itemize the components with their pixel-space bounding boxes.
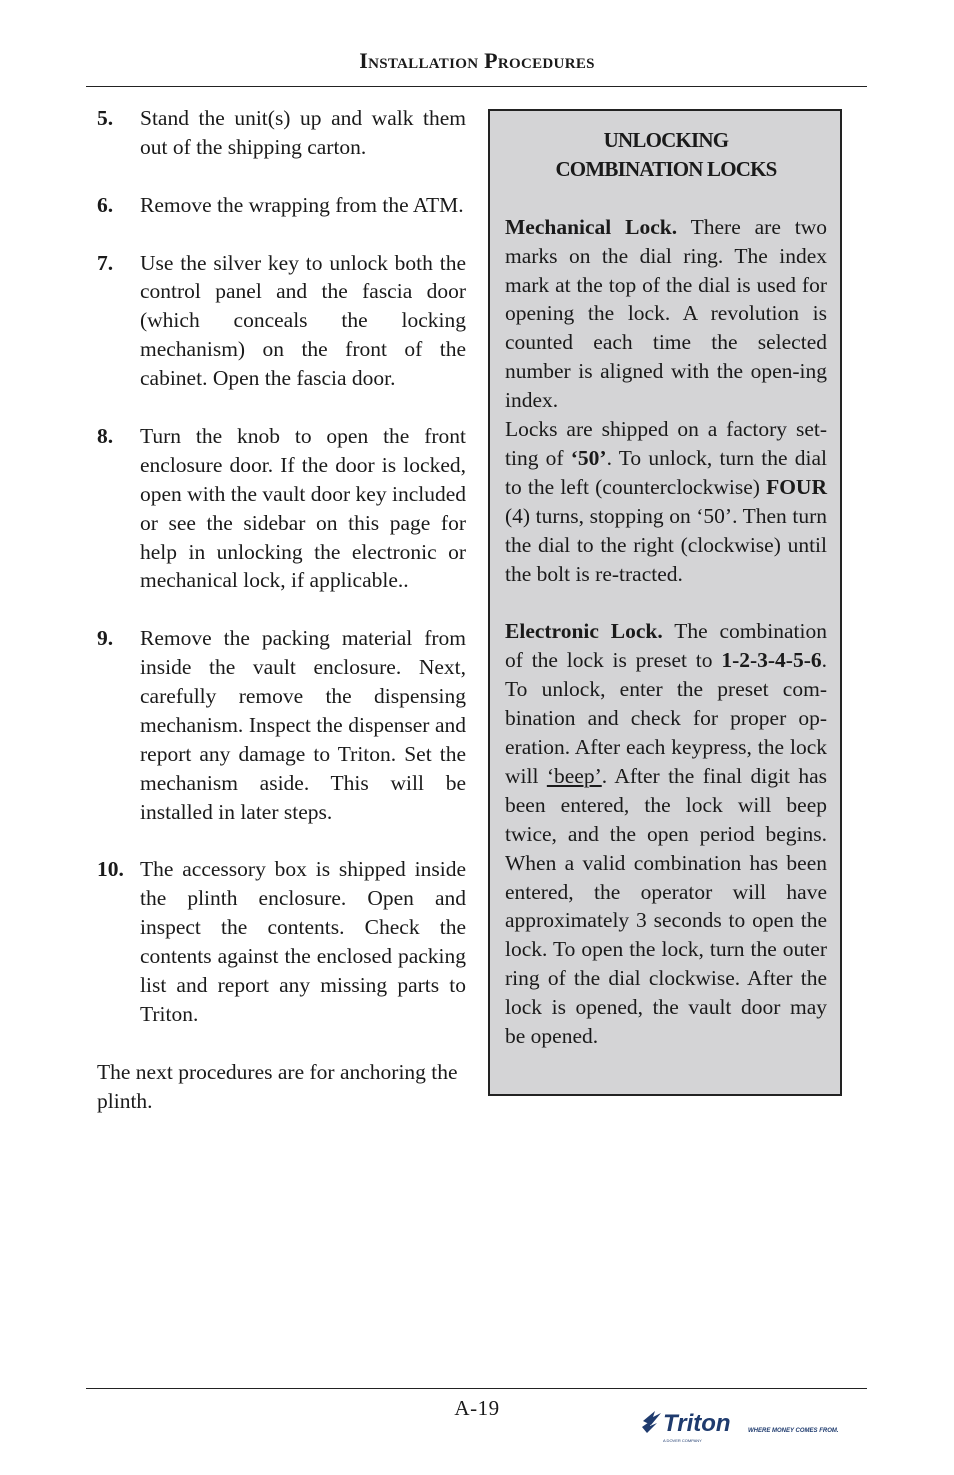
electronic-lock-label: Electronic Lock.	[505, 619, 663, 644]
factory-setting-text-1: Locks are shipped on a factory set-ting of	[505, 417, 827, 470]
step-number: 8.	[97, 423, 114, 448]
step-number: 10.	[97, 857, 124, 882]
factory-setting-four: FOUR	[766, 474, 827, 499]
unlocking-sidebar	[488, 109, 842, 1096]
factory-setting-code: ‘50’	[570, 445, 607, 470]
logo-wordmark: Triton	[663, 1410, 731, 1437]
sidebar-title-line2: COMBINATION LOCKS	[555, 156, 777, 181]
step-number: 6.	[97, 192, 114, 217]
step-number: 5.	[97, 106, 114, 130]
step-text: Remove the packing material from inside the vault enclosure. Next, carefully remove the dispensing mechanism. Inspect the dispenser and report any damage to Triton. Set the mechanism aside. This will be installed in later steps.	[140, 626, 466, 824]
step-10	[97, 855, 466, 1028]
triton-logo	[641, 1407, 846, 1447]
electronic-lock-paragraph	[505, 617, 827, 1051]
triton-logo-graphic	[641, 1407, 846, 1447]
factory-setting-paragraph	[505, 415, 827, 588]
header-rule	[86, 86, 867, 87]
step-text: The accessory box is shipped inside the plinth enclosure. Open and inspect the contents. Check the contents against the enclosed packing list and report any missing parts to Triton.	[140, 857, 466, 1027]
logo-tagline: WHERE MONEY COMES FROM.	[748, 1428, 839, 1434]
electronic-lock-text-3: . After the final digit has been entered, the lock will beep twice, and the open period begins. When a valid combination has been entered, the operator will have approximately 3 seconds to open the lock. To open the lock, turn the outer ring of the dial clockwise. After the lock is opened, the vault door may be opened.	[505, 763, 827, 1049]
mechanical-lock-paragraph	[505, 213, 827, 415]
mechanical-lock-text: There are two marks on the dial ring. The index mark at the top of the dial is used for opening the lock. A revolution is counted each time the selected number is aligned with the open-ing index.	[505, 214, 827, 413]
step-text: Use the silver key to unlock both the control panel and the fascia door (which conceals the locking mechanism) on the front of the cabinet. Open the fascia door.	[140, 250, 466, 391]
step-text: Stand the unit(s) up and walk them out of the shipping carton.	[140, 106, 466, 159]
electronic-lock-text-1: The combination of the lock is preset to	[505, 619, 827, 673]
step-5	[97, 104, 466, 162]
mechanical-lock-label: Mechanical Lock.	[505, 214, 678, 239]
step-text: Remove the wrapping from the ATM.	[140, 192, 464, 217]
logo-swoosh-icon	[642, 1420, 657, 1433]
step-7	[97, 249, 466, 394]
procedure-steps	[97, 104, 466, 1116]
electronic-lock-beep: ‘beep’	[546, 763, 602, 788]
logo-swoosh-icon	[643, 1411, 661, 1425]
step-number: 7.	[97, 250, 114, 275]
step-text: Turn the knob to open the front enclosure door. If the door is locked, open with the vault door key included or see the sidebar on this page for help in unlocking the electronic or mechanical lock, if applicable..	[140, 423, 467, 593]
step-8	[97, 422, 466, 595]
footer-rule	[86, 1388, 867, 1389]
page-number: A-19	[454, 1396, 500, 1420]
electronic-lock-text-2: . To unlock, enter the preset com-bination and check for proper op-eration. After each keypress, the lock will	[505, 648, 828, 788]
step-9	[97, 624, 466, 826]
page-header-title: Installation Procedures	[359, 48, 595, 73]
step-6	[97, 191, 466, 220]
closing-paragraph: The next procedures are for anchoring the plinth.	[97, 1059, 458, 1113]
factory-setting-text-3: (4) turns, stopping on ‘50’. Then turn the dial to the right (clockwise) until the bolt is re-tracted.	[505, 503, 827, 586]
sidebar-title	[505, 126, 827, 184]
electronic-lock-code: 1-2-3-4-5-6	[721, 648, 822, 673]
logo-subtext: A DOVER COMPANY	[663, 1438, 702, 1443]
factory-setting-text-2: . To unlock, turn the dial to the left (counterclockwise)	[505, 445, 827, 499]
step-number: 9.	[97, 626, 114, 651]
sidebar-title-line1: UNLOCKING	[603, 128, 729, 152]
